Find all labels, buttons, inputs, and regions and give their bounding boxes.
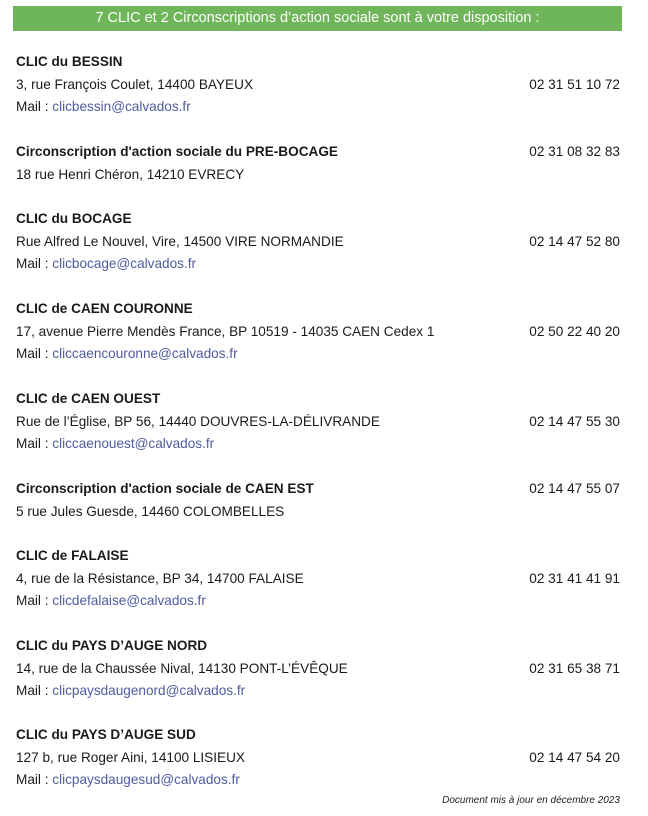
entry-name: CLIC du BESSIN <box>16 54 123 69</box>
mail-label: Mail : <box>16 593 53 608</box>
entry-name-line <box>16 141 620 164</box>
update-note: Document mis à jour en décembre 2023 <box>442 795 620 806</box>
entry-address: 5 rue Jules Guesde, 14460 COLOMBELLES <box>16 503 285 519</box>
email-link[interactable]: clicdefalaise@calvados.fr <box>52 593 206 608</box>
entry-name-line <box>16 388 620 411</box>
entry-name-line <box>16 545 620 568</box>
entry-address-line <box>16 164 620 187</box>
entry-mail-line <box>16 343 620 366</box>
entry-address: 127 b, rue Roger Aini, 14100 LISIEUX <box>16 749 245 765</box>
email-link[interactable]: clicpaysdaugenord@calvados.fr <box>52 683 246 698</box>
entry-clic-pays-auge-nord <box>16 635 620 703</box>
entry-cas-pre-bocage <box>16 141 620 186</box>
entry-mail-line <box>16 680 620 703</box>
entry-name-line <box>16 208 620 231</box>
entry-address: 4, rue de la Résistance, BP 34, 14700 FALAISE <box>16 570 304 586</box>
entry-address-line <box>16 658 620 681</box>
entry-address: 14, rue de la Chaussée Nival, 14130 PONT-L’ÉVÊQUE <box>16 660 348 676</box>
entry-address-line <box>16 321 620 344</box>
entry-phone[interactable]: 02 31 65 38 71 <box>529 660 620 676</box>
entry-address: Rue Alfred Le Nouvel, Vire, 14500 VIRE NORMANDIE <box>16 233 344 249</box>
entry-mail-line <box>16 769 620 792</box>
entry-name: CLIC du PAYS D’AUGE NORD <box>16 638 208 653</box>
entry-mail-line <box>16 253 620 276</box>
email-link[interactable]: clicbessin@calvados.fr <box>52 99 191 114</box>
entry-name: CLIC du PAYS D’AUGE SUD <box>16 727 196 742</box>
entry-clic-falaise <box>16 545 620 613</box>
entry-phone[interactable]: 02 50 22 40 20 <box>529 323 620 339</box>
entry-mail-line <box>16 96 620 119</box>
entry-clic-caen-couronne <box>16 298 620 366</box>
entry-phone[interactable]: 02 31 41 41 91 <box>529 570 620 586</box>
entry-address: 17, avenue Pierre Mendès France, BP 10519 - 14035 CAEN Cedex 1 <box>16 323 435 339</box>
entry-name: CLIC de CAEN OUEST <box>16 391 161 406</box>
entry-name-line <box>16 298 620 321</box>
entry-name: CLIC du BOCAGE <box>16 211 132 226</box>
entry-mail-line <box>16 590 620 613</box>
entry-address: 3, rue François Coulet, 14400 BAYEUX <box>16 76 254 92</box>
entry-phone[interactable]: 02 14 47 55 07 <box>529 481 620 496</box>
entry-clic-pays-auge-sud <box>16 724 620 792</box>
entry-clic-bessin <box>16 51 620 119</box>
entry-phone[interactable]: 02 14 47 55 30 <box>529 413 620 429</box>
entry-name-line <box>16 724 620 747</box>
header-banner: 7 CLIC et 2 Circonscriptions d’action sociale sont à votre disposition : <box>13 6 622 31</box>
mail-label: Mail : <box>16 683 53 698</box>
entry-phone[interactable]: 02 31 08 32 83 <box>529 144 620 159</box>
email-link[interactable]: cliccaenouest@calvados.fr <box>52 436 215 451</box>
email-link[interactable]: cliccaencouronne@calvados.fr <box>52 346 238 361</box>
mail-label: Mail : <box>16 772 53 787</box>
mail-label: Mail : <box>16 346 53 361</box>
entry-address-line <box>16 568 620 591</box>
entry-phone[interactable]: 02 14 47 52 80 <box>529 233 620 249</box>
entry-name-line <box>16 635 620 658</box>
mail-label: Mail : <box>16 99 53 114</box>
entry-address-line <box>16 74 620 97</box>
mail-label: Mail : <box>16 256 53 271</box>
entry-address-line <box>16 747 620 770</box>
entry-name: Circonscription d'action sociale du PRE-BOCAGE <box>16 144 338 159</box>
entry-name: CLIC de CAEN COURONNE <box>16 301 193 316</box>
entry-address-line <box>16 411 620 434</box>
entry-name-line <box>16 478 620 501</box>
mail-label: Mail : <box>16 436 53 451</box>
entry-address-line <box>16 231 620 254</box>
email-link[interactable]: clicpaysdaugesud@calvados.fr <box>52 772 240 787</box>
entry-address: 18 rue Henri Chéron, 14210 EVRECY <box>16 166 245 182</box>
entry-clic-caen-ouest <box>16 388 620 456</box>
entry-name: Circonscription d'action sociale de CAEN EST <box>16 481 314 496</box>
entry-mail-line <box>16 433 620 456</box>
entry-address: Rue de l’Église, BP 56, 14440 DOUVRES-LA-DÉLIVRANDE <box>16 413 380 429</box>
entry-name-line <box>16 51 620 74</box>
email-link[interactable]: clicbocage@calvados.fr <box>52 256 197 271</box>
entry-phone[interactable]: 02 14 47 54 20 <box>529 749 620 765</box>
entry-name: CLIC de FALAISE <box>16 548 129 563</box>
entry-address-line <box>16 501 620 524</box>
entry-clic-bocage <box>16 208 620 276</box>
entry-cas-caen-est <box>16 478 620 523</box>
entry-phone[interactable]: 02 31 51 10 72 <box>529 76 620 92</box>
